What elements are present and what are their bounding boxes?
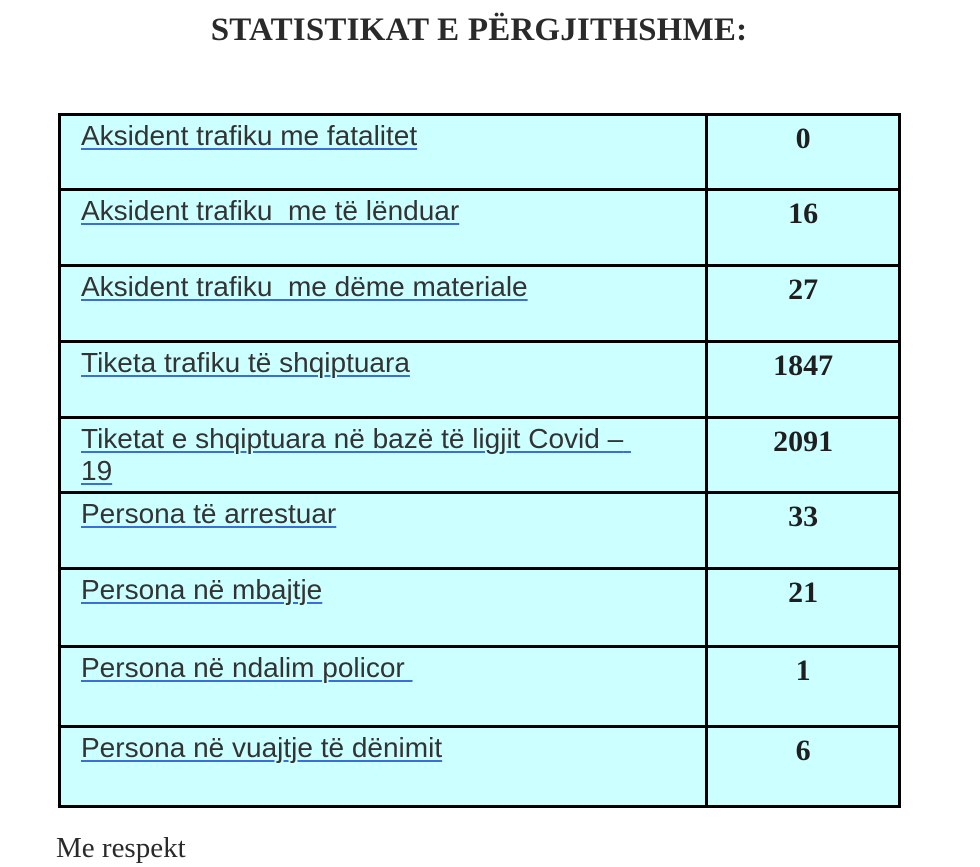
row-value: 1847 bbox=[773, 349, 834, 382]
row-label-cell bbox=[60, 727, 707, 807]
row-value: 27 bbox=[788, 273, 819, 306]
row-label-link[interactable]: Tiketat e shqiptuara në bazë të ligjit Covid – 19 bbox=[81, 423, 631, 486]
row-value: 21 bbox=[788, 576, 819, 609]
row-value-cell bbox=[707, 342, 900, 418]
row-value-cell bbox=[707, 115, 900, 190]
row-label-cell bbox=[60, 647, 707, 727]
row-label-cell bbox=[60, 115, 707, 190]
row-label-link[interactable]: Aksident trafiku me fatalitet bbox=[81, 120, 418, 151]
row-label-link[interactable]: Persona në vuajtje të dënimit bbox=[81, 732, 443, 763]
row-label-link[interactable]: Aksident trafiku me të lënduar bbox=[81, 195, 460, 226]
row-value: 16 bbox=[788, 197, 819, 230]
row-value-cell bbox=[707, 266, 900, 342]
row-label-cell bbox=[60, 418, 707, 493]
row-value-cell bbox=[707, 190, 900, 266]
row-value: 6 bbox=[795, 734, 811, 767]
row-value: 2091 bbox=[773, 425, 834, 458]
row-label-cell bbox=[60, 266, 707, 342]
table-row bbox=[60, 266, 900, 342]
row-label-link[interactable]: Persona në mbajtje bbox=[81, 574, 323, 605]
table-row bbox=[60, 647, 900, 727]
table-row bbox=[60, 190, 900, 266]
row-value-cell bbox=[707, 493, 900, 569]
row-label-cell bbox=[60, 493, 707, 569]
row-value-cell bbox=[707, 418, 900, 493]
statistics-table bbox=[58, 113, 901, 808]
row-label-cell bbox=[60, 190, 707, 266]
row-label-link[interactable]: Persona në ndalim policor bbox=[81, 652, 413, 683]
table-row bbox=[60, 569, 900, 647]
row-label-cell bbox=[60, 342, 707, 418]
row-label-cell bbox=[60, 569, 707, 647]
row-label-link[interactable]: Tiketa trafiku të shqiptuara bbox=[81, 347, 410, 378]
table-row bbox=[60, 342, 900, 418]
table-row bbox=[60, 115, 900, 190]
row-value: 1 bbox=[795, 654, 811, 687]
row-label-link[interactable]: Persona të arrestuar bbox=[81, 498, 337, 529]
row-value-cell bbox=[707, 647, 900, 727]
closing-text: Me respekt bbox=[56, 832, 186, 864]
table-row bbox=[60, 727, 900, 807]
row-value: 33 bbox=[788, 500, 819, 533]
page-title: STATISTIKAT E PËRGJITHSHME: bbox=[210, 12, 748, 48]
row-value: 0 bbox=[795, 122, 811, 155]
row-label-link[interactable]: Aksident trafiku me dëme materiale bbox=[81, 271, 528, 302]
table-row bbox=[60, 493, 900, 569]
row-value-cell bbox=[707, 569, 900, 647]
table-row bbox=[60, 418, 900, 493]
row-value-cell bbox=[707, 727, 900, 807]
